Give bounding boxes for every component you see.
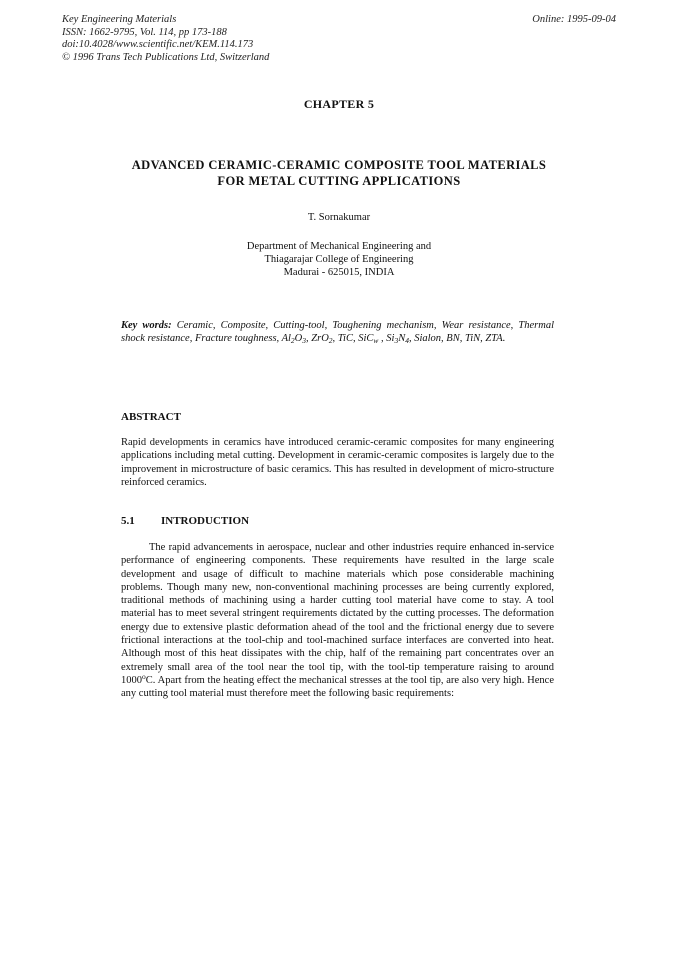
keywords-text: , TiC, SiC (332, 333, 374, 345)
keywords-text: N (398, 333, 406, 345)
affiliation-line-1: Department of Mechanical Engineering and (246, 241, 432, 252)
author-name: T. Sornakumar (307, 212, 371, 223)
chapter-heading: CHAPTER 5 (303, 97, 375, 111)
section-number: 5.1 (121, 515, 135, 527)
n-subscript: 4 (405, 336, 409, 346)
abstract-heading: ABSTRACT (121, 411, 181, 423)
journal-header (62, 14, 269, 64)
degree-superscript: o (142, 671, 146, 681)
keywords-paragraph (121, 319, 554, 346)
introduction-paragraph (121, 541, 554, 701)
si-subscript: 3 (394, 336, 399, 346)
keywords-text: , Sialon, BN, TiN, ZTA. (408, 333, 506, 345)
copyright-line: © 1996 Trans Tech Publications Ltd, Switzerland (62, 51, 270, 63)
paragraph-text: The rapid advancements in aerospace, nuclear and other industries require enhanced in-service performance of engineering components. These requirements have resulted in the large scale development and usage of difficult to machine materials which pose considerable machining problems. Though many new, non-conventional machining processes are being currently explored, traditional methods of machining using a harder cutting tool material have come to stay. A tool material has to meet several stringent requirements dictated by the cutting processes. The deformation energy due to extensive plastic deformation ahead of the tool and the frictional energy due to severe frictional interactions at the tool-chip and tool-machined surface interfaces are converted into heat. Although most of this heat dissipates with the chip, half of the remaining part concentrates over an extremely small area of the tool near the tool tip, with the tool-tip temperature raising to around 1000 (121, 542, 554, 686)
keywords-text: , ZrO (306, 333, 329, 345)
keywords-label: Key words: (121, 320, 172, 331)
journal-name: Key Engineering Materials (62, 14, 177, 25)
paragraph-text: C. Apart from the heating effect the mechanical stresses at the tool tip, are also very high. Hence any cutting tool material must therefore meet the following basic requirements: (121, 674, 554, 700)
paper-title (0, 157, 678, 189)
section-title: INTRODUCTION (161, 515, 250, 527)
sic-subscript: w (373, 336, 379, 346)
abstract-body: Rapid developments in ceramics have introduced ceramic-ceramic composites for many engineering applications including metal cutting. Development in ceramic-ceramic composites is largely due to the improvement in microstructure of basic ceramics. This has resulted in development of micro-structure reinforced ceramics. (121, 437, 554, 488)
title-line-1: ADVANCED CERAMIC-CERAMIC COMPOSITE TOOL MATERIALS (131, 158, 547, 172)
doi-line: doi:10.4028/www.scientific.net/KEM.114.173 (62, 39, 254, 50)
affiliation-line-3: Madurai - 625015, INDIA (283, 267, 395, 278)
introduction-heading (121, 515, 249, 527)
o-subscript: 3 (302, 336, 307, 346)
title-line-2: FOR METAL CUTTING APPLICATIONS (217, 174, 461, 188)
affiliation-line-2: Thiagarajar College of Engineering (264, 254, 414, 265)
keywords-text: O (294, 333, 303, 345)
online-date: Online: 1995-09-04 (532, 14, 616, 25)
al-subscript: 2 (290, 336, 295, 346)
issn-line: ISSN: 1662-9795, Vol. 114, pp 173-188 (62, 26, 227, 38)
keywords-text: , Si (378, 333, 395, 345)
keywords-text: Ceramic, Composite, Cutting-tool, Toughening mechanism, Wear resistance, Thermal shock resistance, Fracture toughness, Al (121, 320, 554, 345)
zr-subscript: 2 (328, 336, 333, 346)
affiliation (0, 240, 678, 279)
introduction-body (121, 541, 554, 701)
